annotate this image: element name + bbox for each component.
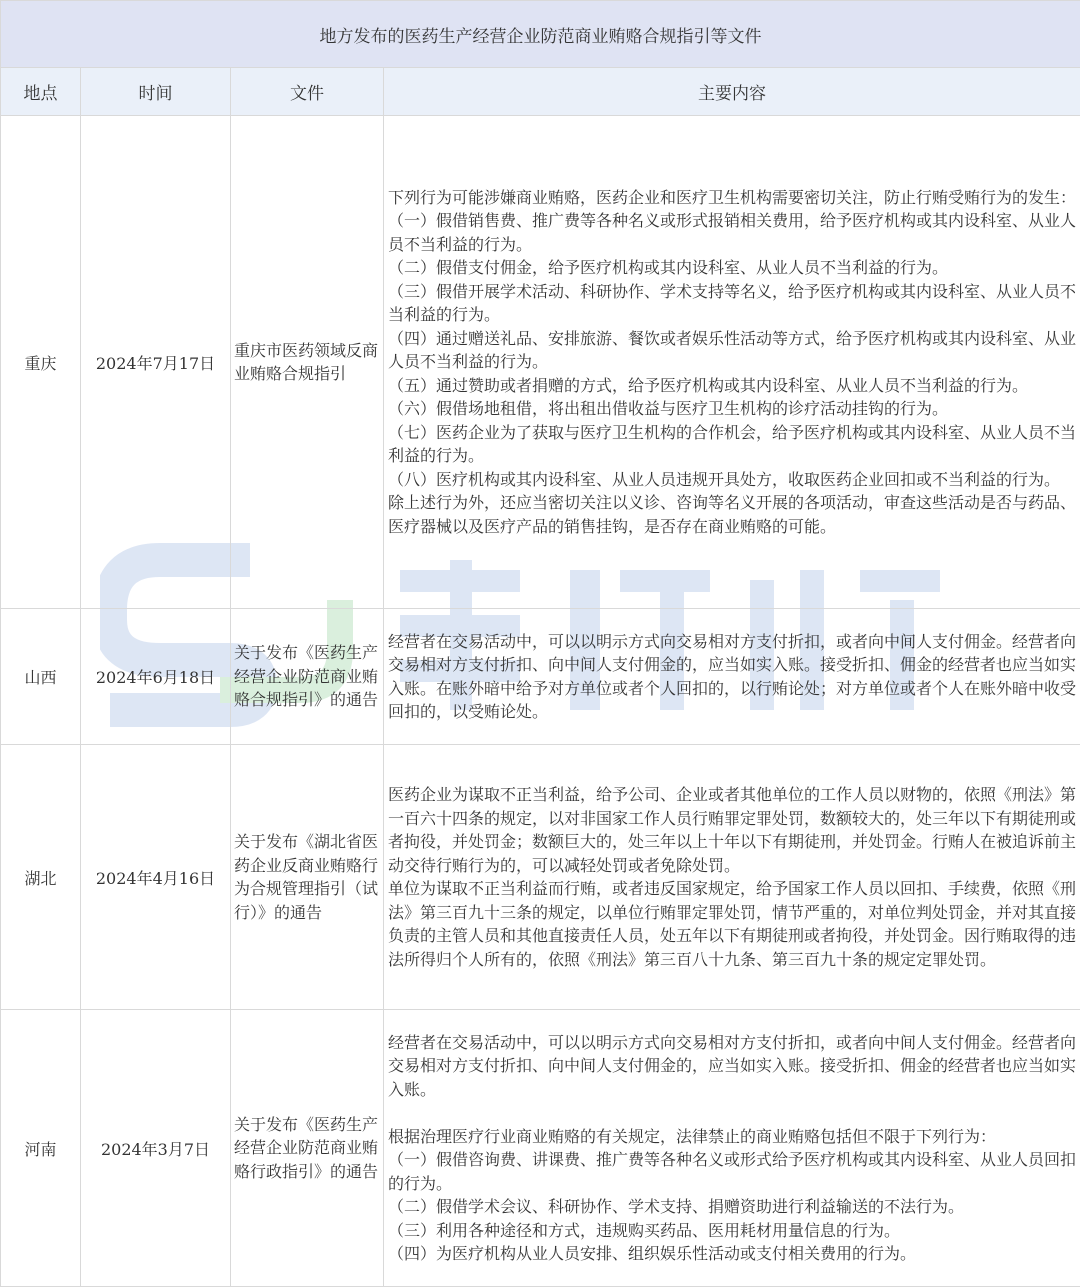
cell-content: [384, 1010, 1080, 1287]
content-paragraph: 经营者在交易活动中，可以以明示方式向交易相对方支付折扣，或者向中间人支付佣金。经营者向交易相对方支付折扣、向中间人支付佣金的，应当如实入账。接受折扣、佣金的经营者也应当如实入账。在账外暗中给予对方单位或者个人回扣的，以行贿论处；对方单位或者个人在账外暗中收受回扣的，以受贿论处。: [388, 630, 1076, 724]
cell-location: 重庆: [1, 116, 81, 609]
content-paragraph: 除上述行为外，还应当密切关注以义诊、咨询等名义开展的各项活动，审查这些活动是否与药品、医疗器械以及医疗产品的销售挂钩，是否存在商业贿赂的可能。: [388, 491, 1076, 538]
content-paragraph: （八）医疗机构或其内设科室、从业人员违规开具处方，收取医药企业回扣或不当利益的行为。: [388, 468, 1076, 492]
cell-document: 重庆市医药领域反商业贿赂合规指引: [231, 116, 384, 609]
cell-content: [384, 745, 1080, 1010]
table-row: [1, 1010, 1080, 1287]
cell-content: [384, 116, 1080, 609]
header-document: 文件: [231, 68, 384, 116]
header-row: [1, 68, 1080, 116]
table-row: [1, 116, 1080, 609]
content-paragraph: （五）通过赞助或者捐赠的方式，给予医疗机构或其内设科室、从业人员不当利益的行为。: [388, 374, 1076, 398]
content-paragraph: （三）利用各种途径和方式，违规购买药品、医用耗材用量信息的行为。: [388, 1219, 1076, 1243]
content-paragraph: （一）假借咨询费、讲课费、推广费等各种名义或形式给予医疗机构或其内设科室、从业人员回扣的行为。: [388, 1148, 1076, 1195]
table-title: 地方发布的医药生产经营企业防范商业贿赂合规指引等文件: [1, 1, 1080, 68]
content-paragraph: （四）为医疗机构从业人员安排、组织娱乐性活动或支付相关费用的行为。: [388, 1242, 1076, 1266]
content-paragraph: （六）假借场地租借，将出租出借收益与医疗卫生机构的诊疗活动挂钩的行为。: [388, 397, 1076, 421]
cell-date: 2024年6月18日: [81, 609, 231, 745]
content-paragraph: 下列行为可能涉嫌商业贿赂，医药企业和医疗卫生机构需要密切关注，防止行贿受贿行为的发生：: [388, 186, 1076, 210]
content-paragraph: （二）假借学术会议、科研协作、学术支持、捐赠资助进行利益输送的不法行为。: [388, 1195, 1076, 1219]
cell-document: 关于发布《湖北省医药企业反商业贿赂行为合规管理指引（试行）》的通告: [231, 745, 384, 1010]
cell-date: 2024年4月16日: [81, 745, 231, 1010]
content-paragraph: （三）假借开展学术活动、科研协作、学术支持等名义，给予医疗机构或其内设科室、从业人员不当利益的行为。: [388, 280, 1076, 327]
content-paragraph: （四）通过赠送礼品、安排旅游、餐饮或者娱乐性活动等方式，给予医疗机构或其内设科室、从业人员不当利益的行为。: [388, 327, 1076, 374]
content-paragraph: 单位为谋取不正当利益而行贿，或者违反国家规定，给予国家工作人员以回扣、手续费，依照《刑法》第三百九十三条的规定，以单位行贿罪定罪处罚，情节严重的，对单位判处罚金，并对其直接负责的主管人员和其他直接责任人员，处五年以下有期徒刑或者拘役，并处罚金。因行贿取得的违法所得归个人所有的，依照《刑法》第三百八十九条、第三百九十条的规定定罪处罚。: [388, 877, 1076, 971]
content-paragraph: （一）假借销售费、推广费等各种名义或形式报销相关费用，给予医疗机构或其内设科室、从业人员不当利益的行为。: [388, 209, 1076, 256]
header-location: 地点: [1, 68, 81, 116]
content-paragraph: （七）医药企业为了获取与医疗卫生机构的合作机会，给予医疗机构或其内设科室、从业人员不当利益的行为。: [388, 421, 1076, 468]
cell-document: 关于发布《医药生产经营企业防范商业贿赂行政指引》的通告: [231, 1010, 384, 1287]
content-paragraph: 根据治理医疗行业商业贿赂的有关规定，法律禁止的商业贿赂包括但不限于下列行为：: [388, 1125, 1076, 1149]
table-row: [1, 745, 1080, 1010]
cell-date: 2024年7月17日: [81, 116, 231, 609]
table-row: [1, 609, 1080, 745]
content-paragraph: 医药企业为谋取不正当利益，给予公司、企业或者其他单位的工作人员以财物的，依照《刑法》第一百六十四条的规定，以对非国家工作人员行贿罪定罪处罚，数额较大的，处三年以下有期徒刑或者拘役，并处罚金；数额巨大的，处三年以上十年以下有期徒刑，并处罚金。行贿人在被追诉前主动交待行贿行为的，可以减轻处罚或者免除处罚。: [388, 783, 1076, 877]
cell-date: 2024年3月7日: [81, 1010, 231, 1287]
cell-location: 湖北: [1, 745, 81, 1010]
header-date: 时间: [81, 68, 231, 116]
header-content: 主要内容: [384, 68, 1080, 116]
paragraph-spacer: [388, 1101, 1076, 1125]
cell-content: [384, 609, 1080, 745]
content-paragraph: （二）假借支付佣金，给予医疗机构或其内设科室、从业人员不当利益的行为。: [388, 256, 1076, 280]
cell-location: 河南: [1, 1010, 81, 1287]
cell-document: 关于发布《医药生产经营企业防范商业贿赂合规指引》的通告: [231, 609, 384, 745]
content-paragraph: 经营者在交易活动中，可以以明示方式向交易相对方支付折扣，或者向中间人支付佣金。经营者向交易相对方支付折扣、向中间人支付佣金的，应当如实入账。接受折扣、佣金的经营者也应当如实入账。: [388, 1031, 1076, 1102]
cell-location: 山西: [1, 609, 81, 745]
